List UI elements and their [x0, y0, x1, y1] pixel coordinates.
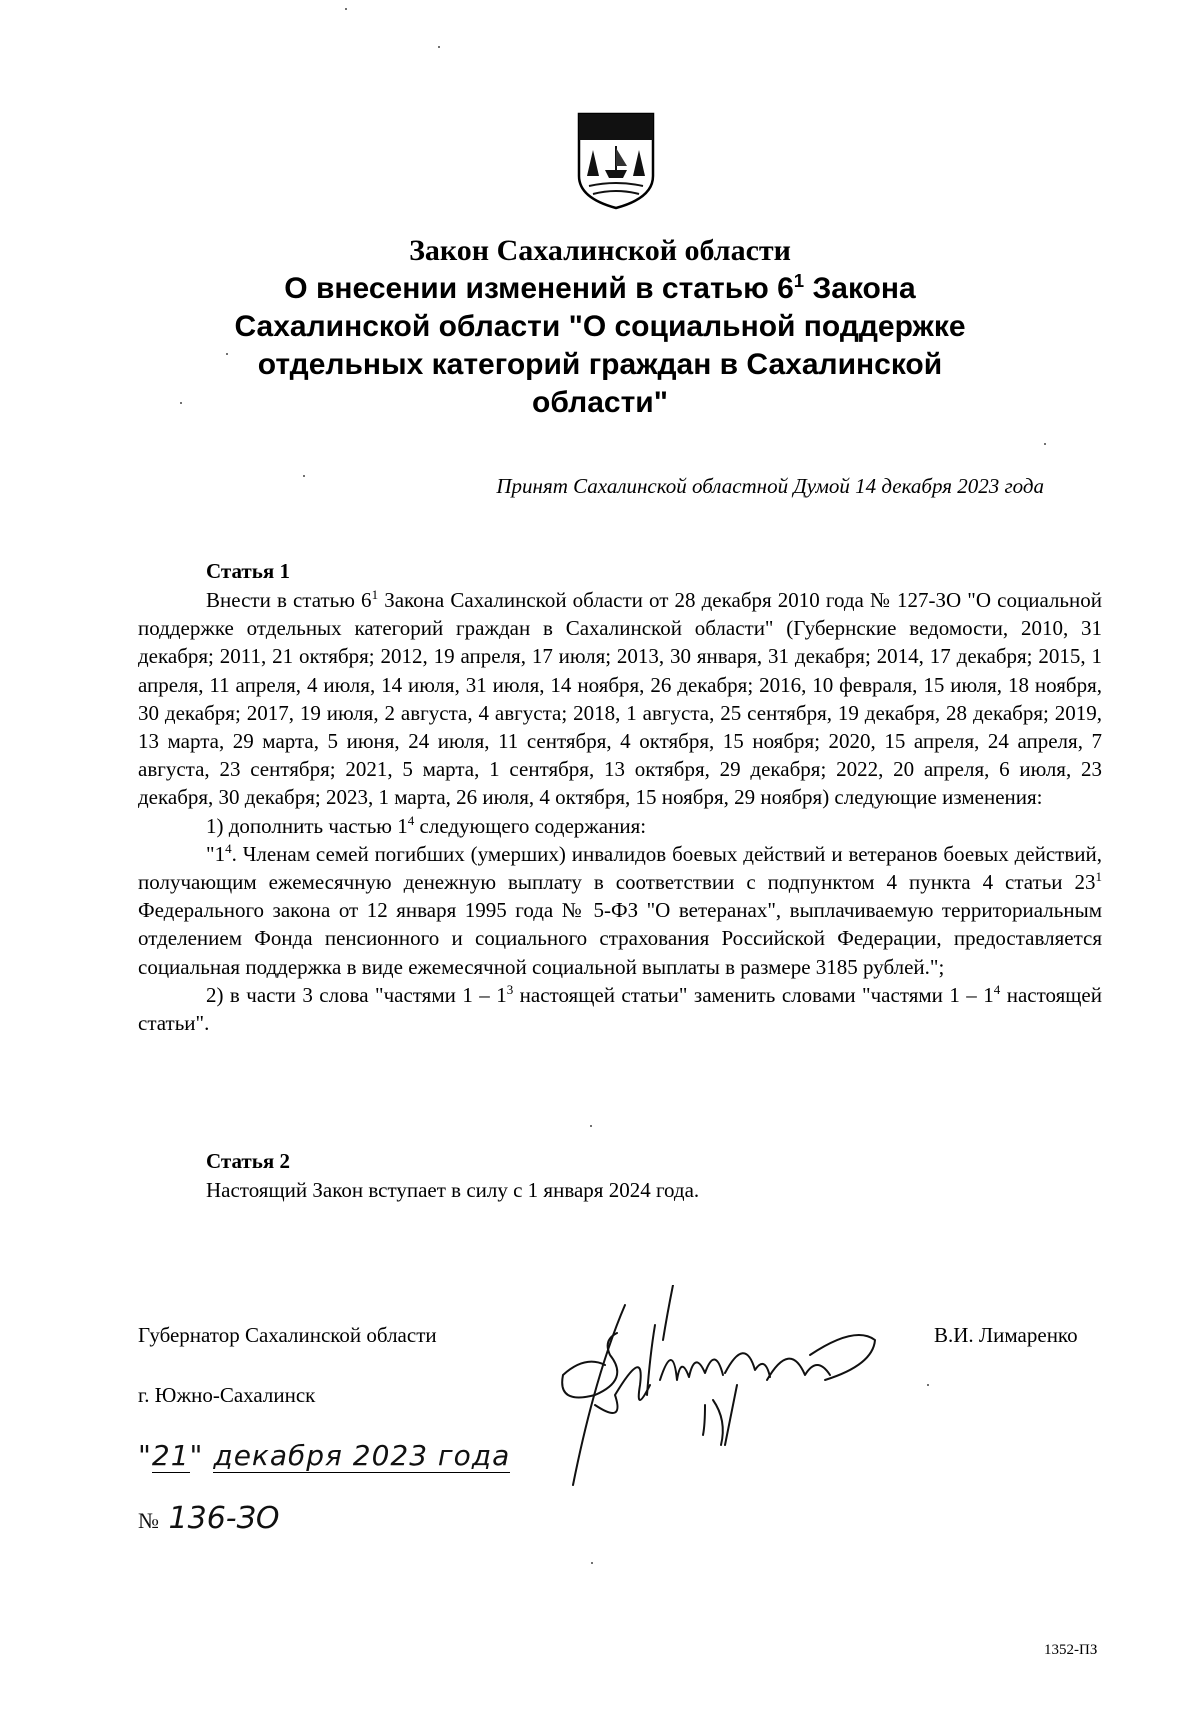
scan-speck — [303, 475, 305, 477]
signing-date: "21" декабря 2023 года — [138, 1439, 511, 1472]
coat-of-arms-emblem — [575, 110, 657, 210]
article-2-body: Настоящий Закон вступает в силу с 1 января 2024 года. — [206, 1178, 700, 1202]
article-1-heading: Статья 1 — [206, 559, 290, 583]
law-title — [130, 232, 1070, 422]
city-name: г. Южно-Сахалинск — [138, 1383, 316, 1407]
title-line-2: О внесении изменений в статью $6^1$ Закона — [284, 270, 916, 305]
scan-speck — [1044, 443, 1046, 445]
article-1-intro: Внести в статью $6^1$ Закона Сахалинской области от 28 декабря 2010 года № 127-ЗО "О социальной поддержке отдельных категорий граждан в Сахалинской области" (Губернские ведомости, 2010, 31 декабря; 2011, 21 октября; 2012, 19 апреля, 17 июля; 2013, 30 января, 31 декабря; 2014, 17 декабря; 2015, 1 апреля, 11 апреля, 4 июля, 14 июля, 31 июля, 14 ноября, 26 декабря; 2016, 10 февраля, 15 июля, 18 ноября, 30 декабря; 2017, 19 июля, 2 августа, 4 августа; 2018, 1 августа, 25 сентября, 19 декабря, 28 декабря; 2019, 13 марта, 29 марта, 5 июня, 24 июля, 11 сентября, 4 октября, 15 ноября; 2020, 15 апреля, 24 апреля, 7 августа, 23 сентября; 2021, 5 марта, 1 сентября, 13 октября, 29 декабря; 2022, 20 апреля, 6 июля, 23 декабря, 30 декабря; 2023, 1 марта, 26 июля, 4 октября, 15 ноября, 29 ноября) следующие изменения: — [138, 587, 1102, 810]
document-code: 1352-ПЗ — [1044, 1642, 1098, 1658]
handwritten-signature — [555, 1285, 885, 1525]
title-line-1: Закон Сахалинской области — [409, 234, 791, 267]
article-1-item-1: 1) дополнить частью $1^4$ следующего содержания: — [206, 812, 647, 838]
scan-speck — [927, 1384, 929, 1386]
adoption-note: Принят Сахалинской областной Думой 14 декабря 2023 года — [496, 474, 1044, 498]
article-1-body — [138, 586, 1102, 1037]
governor-name: В.И. Лимаренко — [934, 1323, 1078, 1347]
scan-speck — [438, 46, 440, 48]
title-line-3: Сахалинской области "О социальной поддержке — [234, 310, 966, 343]
article-1-item-2: 2) в части 3 слова "частями $1 - 1^3$ настоящей статьи" заменить словами "частями $1 - 1^4$ настоящей статьи". — [138, 981, 1102, 1036]
scan-speck — [591, 1562, 593, 1564]
title-line-5: области" — [532, 386, 668, 419]
article-2-heading: Статья 2 — [206, 1149, 290, 1173]
title-line-4: отдельных категорий граждан в Сахалинской — [257, 348, 943, 381]
article-1-quoted-part: "$1^4$. Членам семей погибших (умерших) инвалидов боевых действий и ветеранов боевых действий, получающим ежемесячную денежную выплату в соответствии с подпунктом 4 пункта 4 статьи $23^1$ Федерального закона от 12 января 1995 года № 5-ФЗ "О ветеранах", выплачиваемую территориальным отделением Фонда пенсионного и социального страхования Российской Федерации, предоставляется социальная поддержка в виде ежемесячной социальной выплаты в размере 3185 рублей."; — [138, 840, 1102, 979]
governor-title: Губернатор Сахалинской области — [138, 1323, 437, 1347]
scan-speck — [345, 8, 347, 10]
scan-speck — [180, 402, 182, 404]
law-number: № 136-ЗО — [138, 1501, 280, 1536]
scan-speck — [590, 1125, 592, 1127]
scan-speck — [226, 353, 228, 355]
